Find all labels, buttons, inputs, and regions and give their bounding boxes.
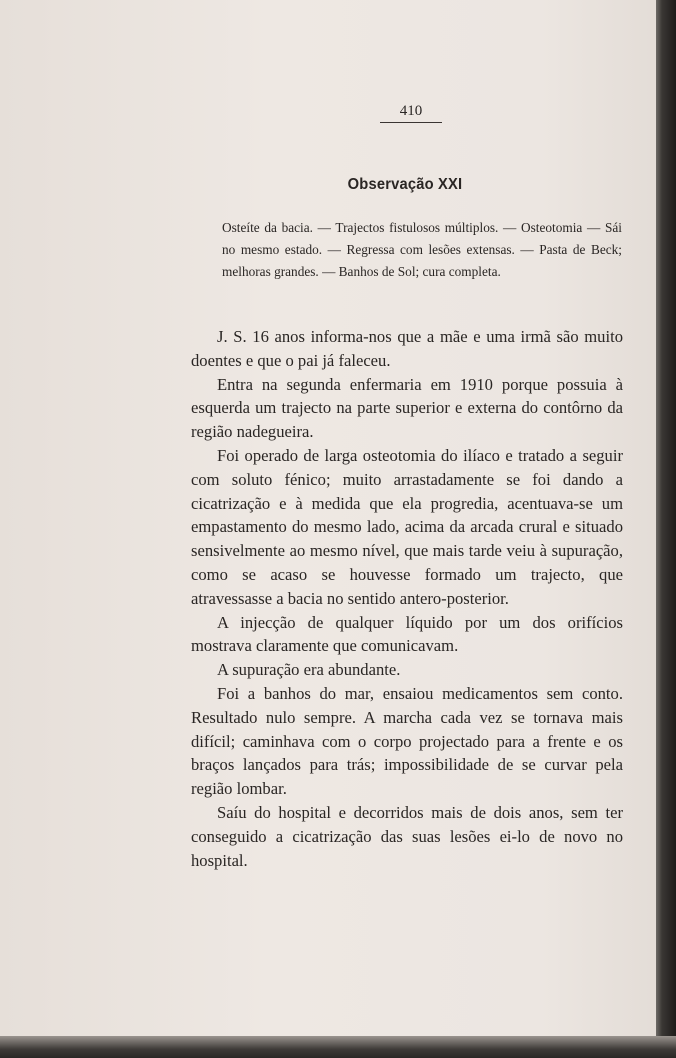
- book-spine-shadow: [656, 0, 676, 1058]
- paragraph: Foi a banhos do mar, ensaiou medicamentos sem conto. Resultado nulo sempre. A marcha cada vez se tornava mais difícil; caminhava com o corpo projectado para a frente e os braços lançados para trás; impossibilidade de se curvar pela região lombar.: [191, 683, 623, 799]
- observation-summary: Osteíte da bacia. — Trajectos fistulosos múltiplos. — Osteotomia — Sái no mesmo estado. — Regressa com lesões extensas. — Pasta de Beck; melhoras grandes. — Banhos de Sol; cura completa.: [222, 220, 622, 279]
- paragraph: A injecção de qualquer líquido por um dos orifícios mostrava claramente que comunicavam.: [191, 612, 623, 656]
- paragraph: Saíu do hospital e decorridos mais de dois anos, sem ter conseguido a cicatrização das suas lesões ei-lo de novo no hospital.: [191, 802, 623, 870]
- observation-title: Observação XXI: [347, 176, 463, 193]
- paragraph: Entra na segunda enfermaria em 1910 porque possuia à esquerda um trajecto na parte superior e externa do contôrno da região nadegueira.: [191, 374, 623, 442]
- page-number: 410: [380, 103, 442, 123]
- paragraph: A supuração era abundante.: [217, 660, 401, 680]
- page-bottom-shadow: [0, 1036, 676, 1058]
- observation-body: [191, 325, 623, 872]
- paragraph: J. S. 16 anos informa-nos que a mãe e uma irmã são muito doentes e que o pai já faleceu.: [191, 327, 623, 370]
- paragraph: Foi operado de larga osteotomia do ilíaco e tratado a seguir com soluto fénico; muito arrastadamente se foi dando a cicatrização e à medida que ela progredia, acentuava-se um empastamento do mesmo lado, acima da arcada crural e situado sensivelmente ao mesmo nível, que mais tarde veiu à supuração, como se acaso se houvesse formado um trajecto, que atravessasse a bacia no sentido antero-posterior.: [191, 445, 623, 608]
